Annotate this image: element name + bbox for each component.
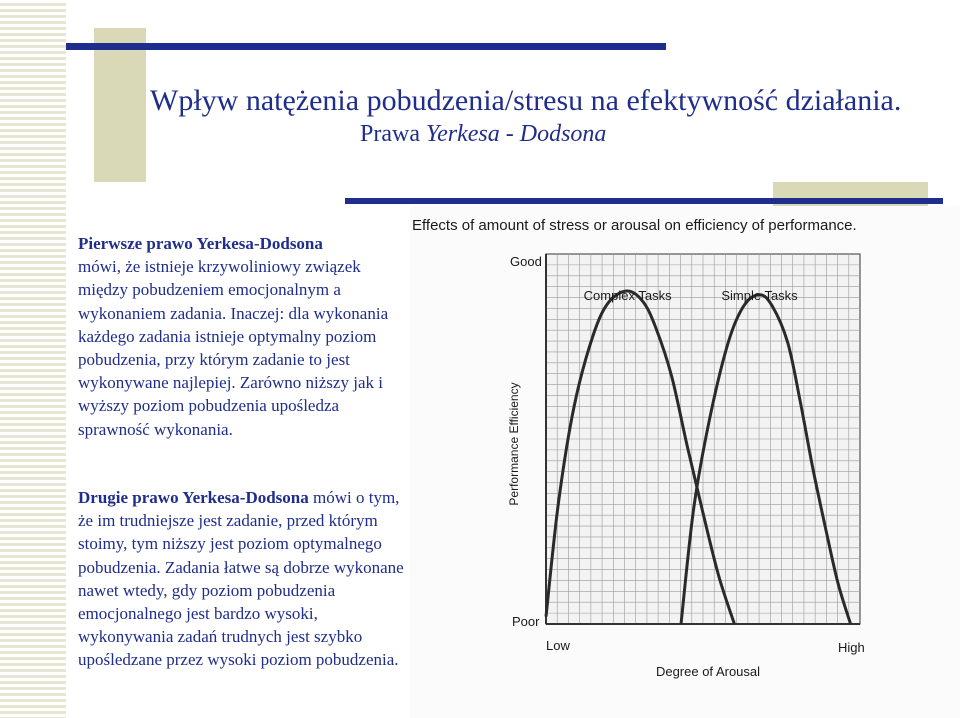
subtitle-regular: Prawa bbox=[360, 121, 426, 147]
first-law-text: mówi, że istnieje krzywoliniowy związek między pobudzeniem emocjonalnym a wykonaniem zadania. Inaczej: dla wykonania każdego zadania istnieje optymalny poziom pobudzenia, przy którym zadanie to jest wykonywane najlepiej. Zarówno niższy jak i wyższy poziom pobudzenia upośledza sprawność wykonania. bbox=[78, 257, 389, 439]
yerkes-dodson-figure bbox=[410, 206, 960, 718]
title-rule bbox=[66, 43, 666, 50]
second-law-heading: Drugie prawo Yerkesa-Dodsona bbox=[78, 488, 309, 507]
decorative-stripes bbox=[0, 0, 66, 718]
first-law-paragraph bbox=[78, 232, 410, 441]
y-tick-label-poor: Poor bbox=[512, 614, 540, 629]
chart-title: Effects of amount of stress or arousal on efficiency of performance. bbox=[412, 217, 857, 234]
slide-subtitle bbox=[360, 120, 606, 148]
second-law-text: mówi o tym, że im trudniejsze jest zadanie, przed którym stoimy, tym niższy jest poziom optymalnego pobudzenia. Zadania łatwe są dobrze wykonane nawet wtedy, gdy poziom pobudzenia emocjonalnego jest bardzo wysoki, wykonywania zadań trudnych jest szybko upośledzane przez wysoki poziom pobudzenia. bbox=[78, 488, 404, 670]
subtitle-italic: Yerkesa - Dodsona bbox=[425, 121, 607, 147]
series-label-complex-tasks: Complex Tasks bbox=[583, 288, 672, 303]
title-accent-block bbox=[94, 28, 146, 182]
second-law-paragraph bbox=[78, 486, 410, 672]
series-label-simple-tasks: Simple Tasks bbox=[721, 288, 798, 303]
slide-title: Wpływ natężenia pobudzenia/stresu na efektywność działania. bbox=[150, 84, 902, 117]
x-axis-label: Degree of Arousal bbox=[655, 664, 761, 679]
x-tick-label-high: High bbox=[838, 640, 865, 655]
chart-rule bbox=[345, 198, 943, 204]
x-tick-label-low: Low bbox=[546, 638, 570, 653]
y-axis-label: Performance Efficiency bbox=[507, 382, 521, 506]
y-tick-label-good: Good bbox=[510, 254, 542, 269]
performance-arousal-chart bbox=[410, 206, 960, 718]
first-law-heading: Pierwsze prawo Yerkesa-Dodsona bbox=[78, 234, 323, 253]
